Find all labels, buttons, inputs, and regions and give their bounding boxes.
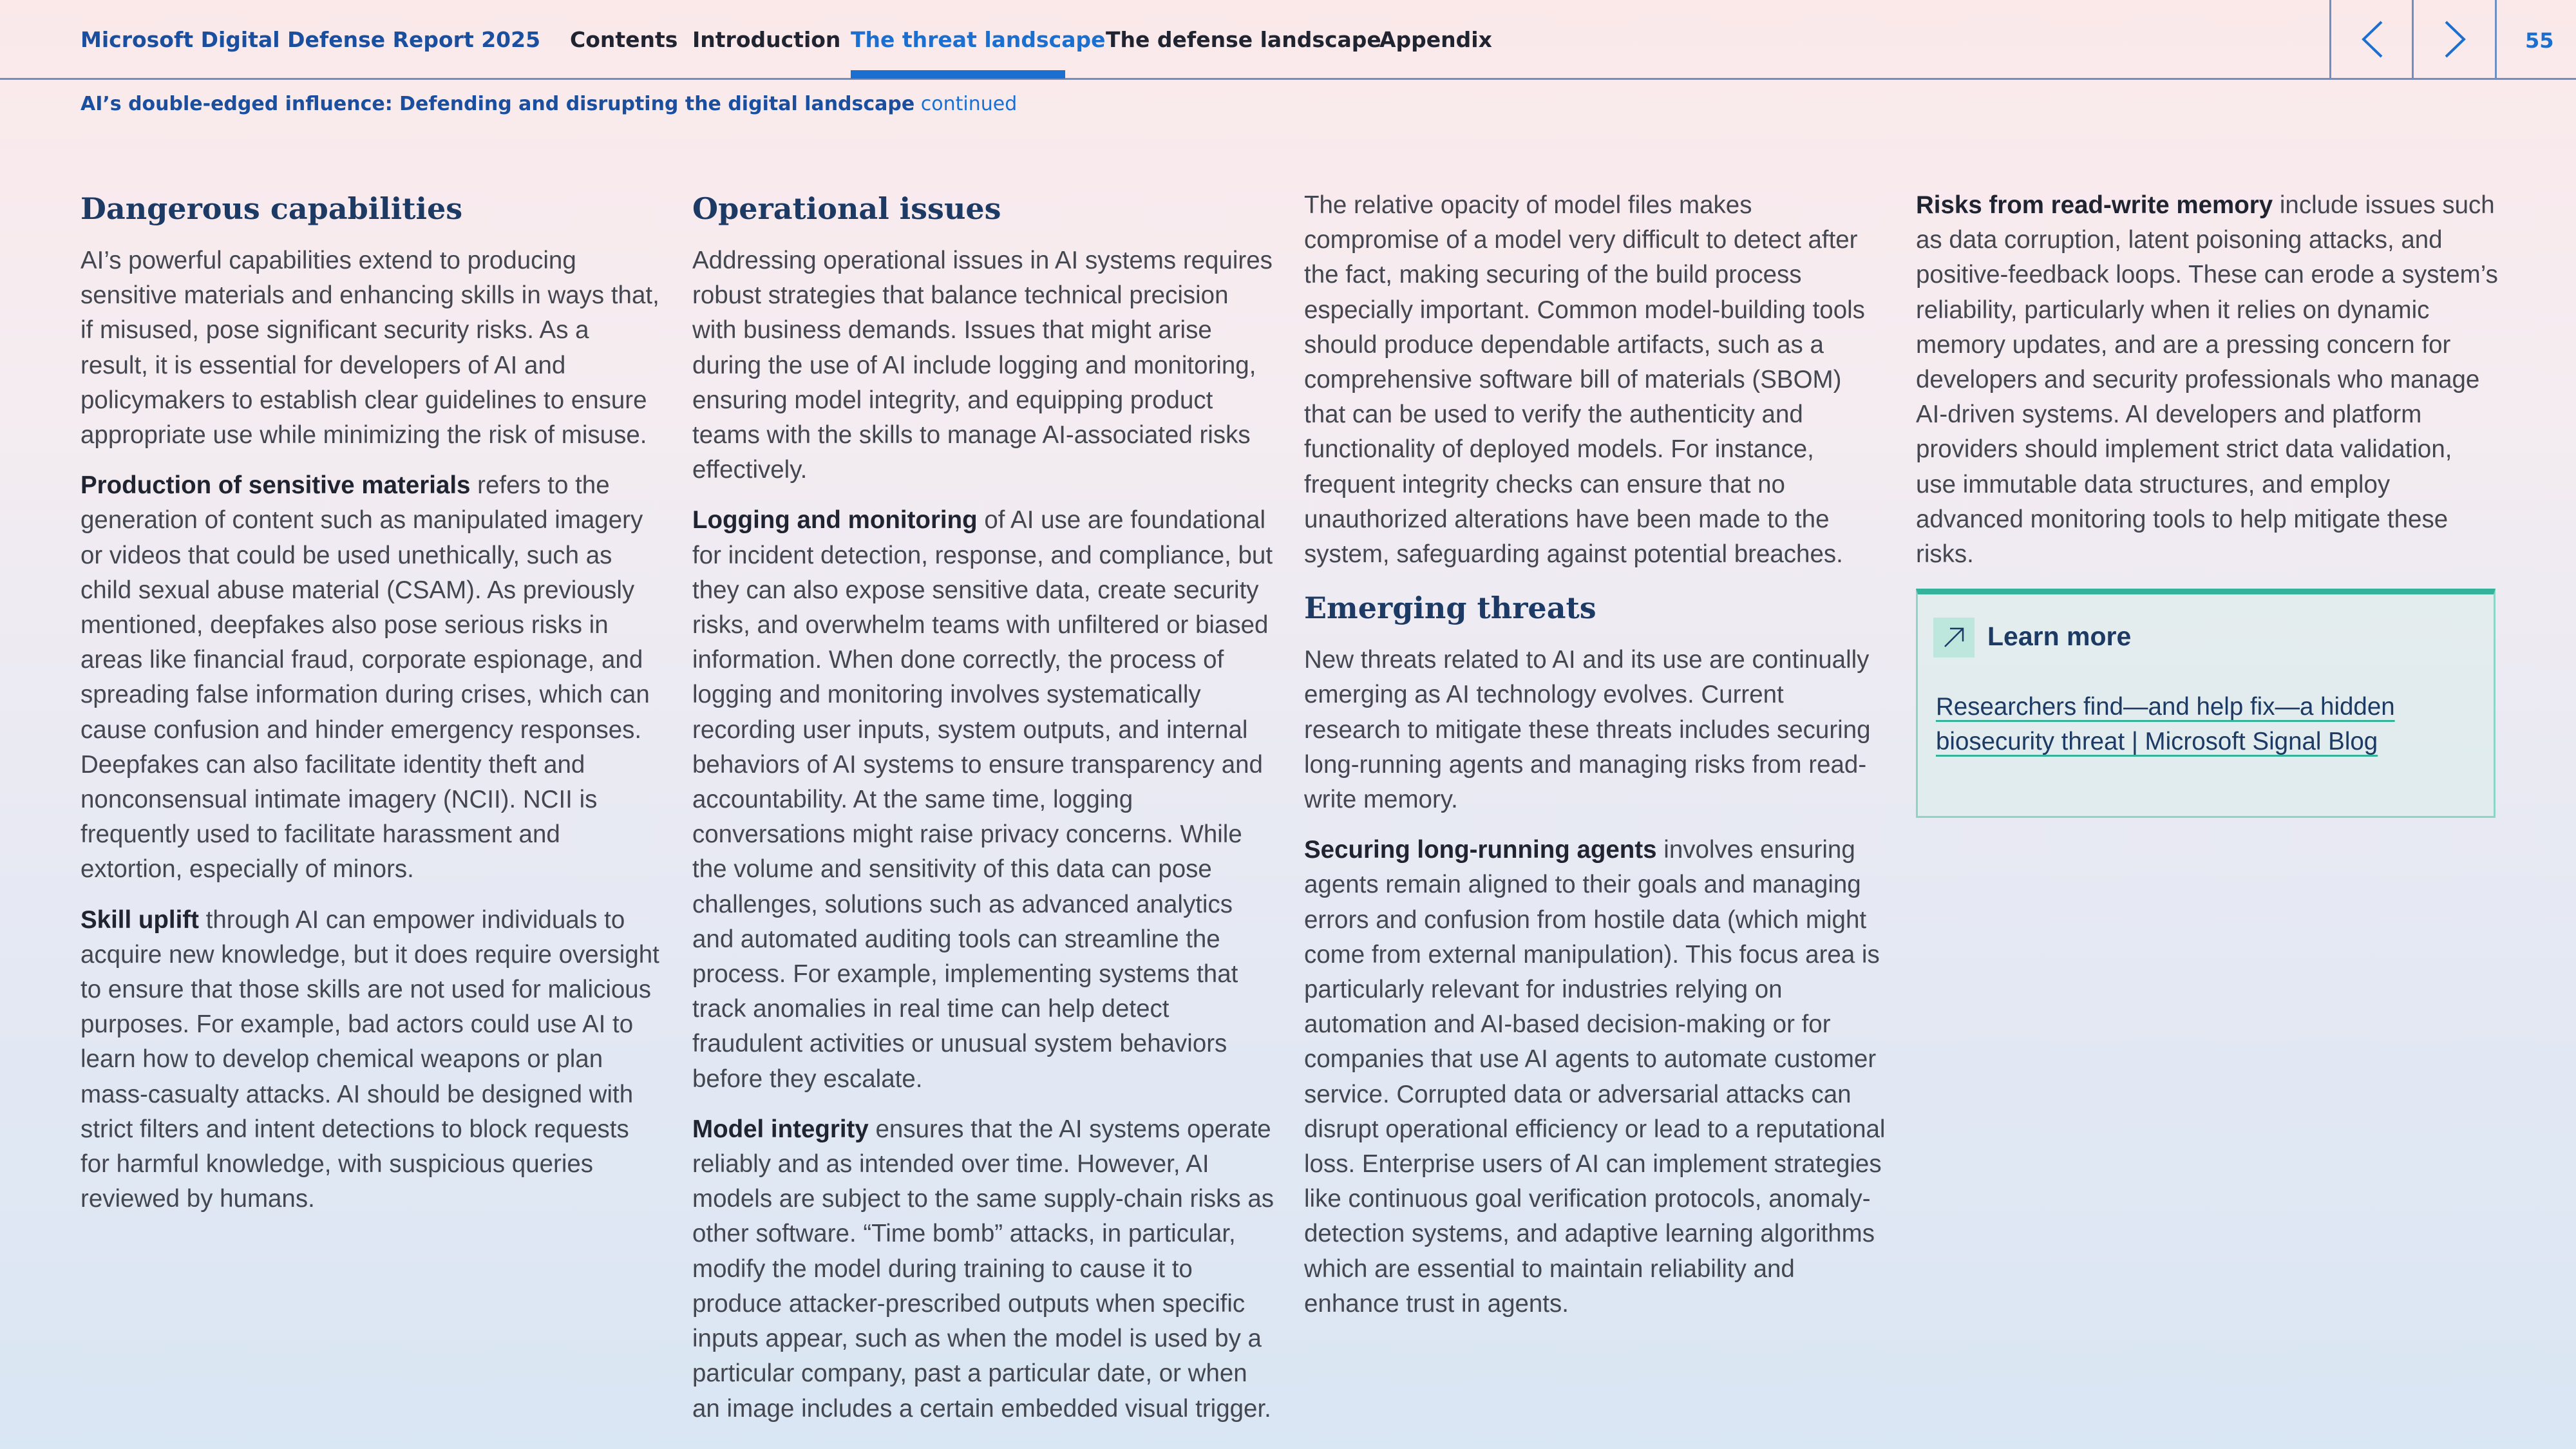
term-long-running-agents: Securing long-running agents (1304, 836, 1657, 864)
breadcrumb (80, 93, 1017, 115)
paragraph-model-opacity: The relative opacity of model files makes compromise of a model very difficult to detect after the fact, making securing of the build process especially important. Common model-building tools should produce dependable artifacts, such as a comprehensive software bill of materials (SBOM) that can be used to verify the authenticity and functionality of deployed models. For instance, frequent integrity checks can ensure that no unauthorized alterations have been made to the system, safeguarding against potential breaches. (1304, 191, 1865, 569)
nav-threat-landscape[interactable]: The threat landscape (851, 27, 1106, 52)
paragraph-logging-monitoring (692, 503, 1275, 1096)
column-emerging-threats (1304, 188, 1887, 1337)
chevron-right-icon (2441, 19, 2469, 59)
text-production-sensitive-materials: refers to the generation of content such as manipulated imagery or videos that could be used unethically, such as child sexual abuse material (CSAM). As previously mentioned, deepfakes also pose serious risks in areas like financial fraud, corporate espionage, and spreading false information during crises, which can cause confusion and hinder emergency responses. Deepfakes can also facilitate identity theft and nonconsensual intimate imagery (NCII). NCII is frequently used to facilitate harassment and extortion, especially of minors. (80, 471, 650, 884)
column-dangerous-capabilities (80, 188, 663, 1232)
heading-dangerous-capabilities: Dangerous capabilities (80, 191, 463, 226)
paragraph-operational-intro: Addressing operational issues in AI systems requires robust strategies that balance technical precision with business demands. Issues that might arise during the use of AI include logging and monitoring, ensuring model integrity, and equipping product teams with the skills to manage AI-associated risks effectively. (692, 247, 1273, 484)
text-logging-monitoring: of AI use are foundational for incident detection, response, and compliance, but they can also expose sensitive data, create security risks, and overwhelm teams with unfiltered or biased information. When done correctly, the process of logging and monitoring involves systematically recording user inputs, system outputs, and internal behaviors of AI systems to ensure transparency and accountability. At the same time, logging conversations might raise privacy concerns. While the volume and sensitivity of this data can pose challenges, solutions such as advanced analytics and automated auditing tools can streamline the process. For example, implementing systems that track anomalies in real time can help detect fraudulent activities or unusual system behaviors before they escalate. (692, 506, 1273, 1093)
report-title[interactable]: Microsoft Digital Defense Report 2025 (80, 27, 541, 52)
column-operational-issues (692, 188, 1275, 1442)
paragraph-emerging-intro: New threats related to AI and its use are continually emerging as AI technology evolves. Current research to mitigate these threats includes securing long-running agents and managing risks from read-write memory. (1304, 646, 1871, 814)
page-number-box (2495, 0, 2576, 78)
paragraph-dangerous-intro: AI’s powerful capabilities extend to producing sensitive materials and enhancing skills in ways that, if misused, pose significant security risks. As a result, it is essential for developers of AI and policymakers to establish clear guidelines to ensure appropriate use while minimizing the risk of misuse. (80, 247, 659, 450)
page-number: 55 (2525, 28, 2554, 53)
text-model-integrity: ensures that the AI systems operate reliably and as intended over time. However, AI models are subject to the same supply-chain risks as other software. “Time bomb” attacks, in particular, modify the model during training to cause it to produce attacker-prescribed outputs when specific inputs appear, such as when the model is used by a particular company, past a particular date, or when an image includes a certain embedded visual trigger. (692, 1115, 1274, 1423)
paragraph-read-write-memory (1916, 188, 2499, 572)
paragraph-production-sensitive-materials (80, 468, 663, 887)
learn-more-title: Learn more (1987, 621, 2132, 651)
previous-page-button[interactable] (2329, 0, 2412, 78)
paragraph-model-integrity (692, 1112, 1275, 1426)
heading-operational-issues: Operational issues (692, 191, 1001, 226)
breadcrumb-section: AI’s double-edged influence: Defending and disrupting the digital landscape (80, 93, 915, 115)
column-read-write-memory (1916, 188, 2499, 587)
nav-defense-landscape[interactable]: The defense landscape (1106, 27, 1381, 52)
chevron-left-icon (2358, 19, 2387, 59)
heading-emerging-threats: Emerging threats (1304, 591, 1596, 626)
term-read-write-memory: Risks from read-write memory (1916, 191, 2273, 219)
active-tab-indicator (851, 70, 1065, 79)
term-skill-uplift: Skill uplift (80, 905, 199, 934)
learn-more-card (1916, 589, 2496, 818)
learn-more-link[interactable]: Researchers find—and help fix—a hidden biosecurity threat | Microsoft Signal Blog (1936, 693, 2395, 755)
term-production-sensitive-materials: Production of sensitive materials (80, 471, 471, 500)
external-link-arrow-icon (1933, 618, 1975, 658)
paragraph-long-running-agents (1304, 833, 1887, 1321)
term-logging-monitoring: Logging and monitoring (692, 506, 978, 535)
nav-introduction[interactable]: Introduction (692, 27, 841, 52)
breadcrumb-continued: continued (920, 93, 1018, 115)
term-model-integrity: Model integrity (692, 1115, 869, 1143)
text-read-write-memory: include issues such as data corruption, latent poisoning attacks, and positive-feedback loops. These can erode a system’s reliability, particularly when it relies on dynamic memory updates, and are a pressing concern for developers and security professionals who manage AI-driven systems. AI developers and platform providers should implement strict data validation, use immutable data structures, and employ advanced monitoring tools to help mitigate these risks. (1916, 191, 2498, 569)
text-skill-uplift: through AI can empower individuals to acquire new knowledge, but it does require oversight to ensure that those skills are not used for malicious purposes. For example, bad actors could use AI to learn how to develop chemical weapons or plan mass-casualty attacks. AI should be designed with strict filters and intent detections to block requests for harmful knowledge, with suspicious queries reviewed by humans. (80, 905, 659, 1213)
top-navigation-bar (0, 0, 2576, 80)
paragraph-skill-uplift (80, 903, 663, 1217)
nav-appendix[interactable]: Appendix (1379, 27, 1492, 52)
next-page-button[interactable] (2412, 0, 2494, 78)
text-long-running-agents: involves ensuring agents remain aligned to their goals and managing errors and confusion from hostile data (which might come from external manipulation). This focus area is particularly relevant for industries relying on automation and AI-based decision-making or for companies that use AI agents to automate customer service. Corrupted data or adversarial attacks can disrupt operational efficiency or lead to a reputational loss. Enterprise users of AI can implement strategies like continuous goal verification protocols, anomaly-detection systems, and adaptive learning algorithms which are essential to maintain reliability and enhance trust in agents. (1304, 836, 1886, 1318)
nav-contents[interactable]: Contents (570, 27, 678, 52)
